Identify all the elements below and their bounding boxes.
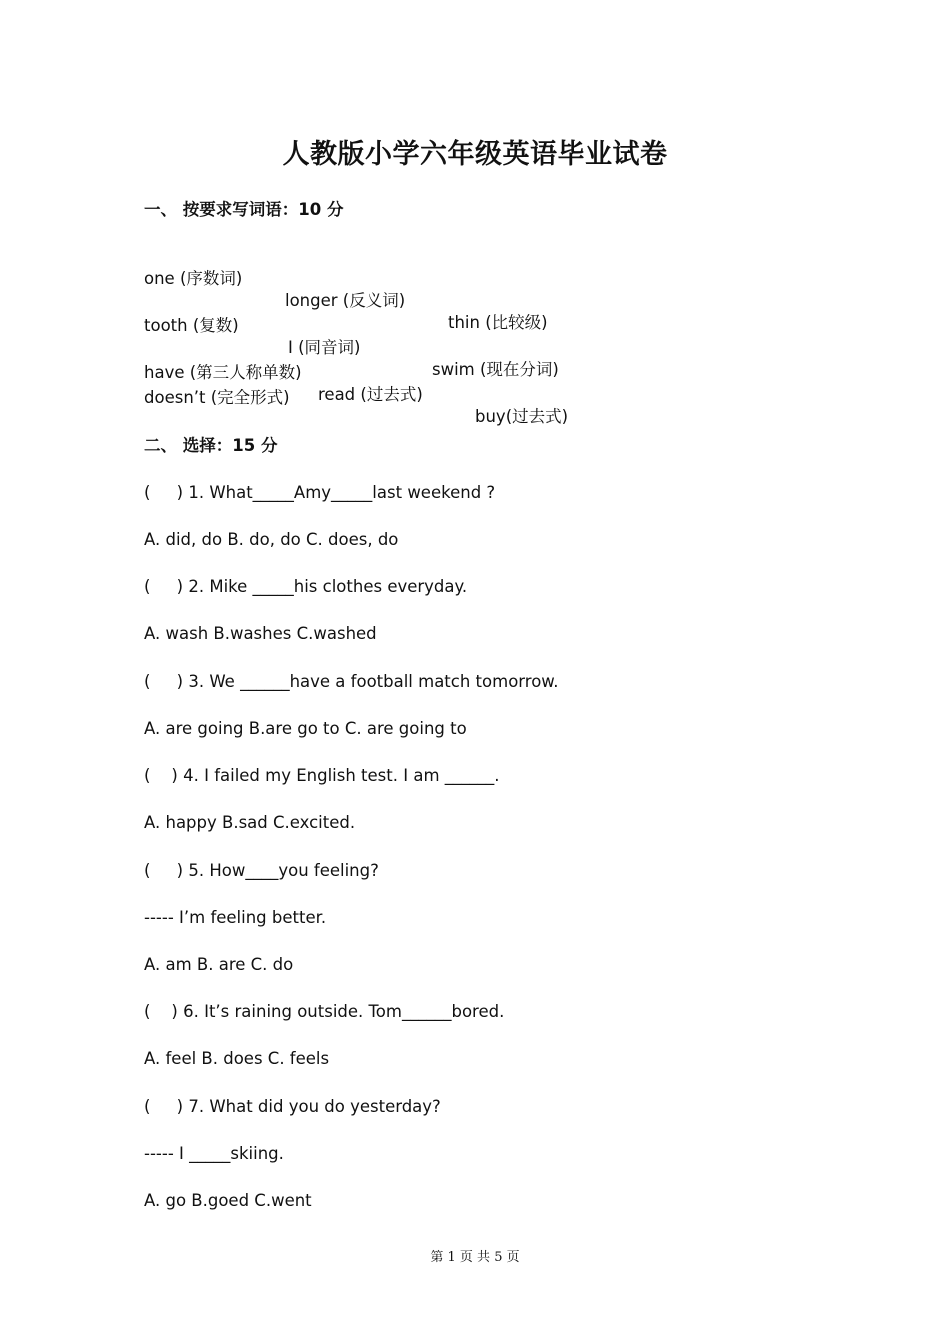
page-footer: 第 1 页 共 5 页	[430, 1250, 520, 1265]
question-line: ( ) 1. What_____Amy_____last weekend ?	[144, 483, 496, 502]
word-item: doesn’t (完全形式)	[144, 388, 290, 407]
answer-line: ----- I’m feeling better.	[144, 908, 327, 927]
question-line: ( ) 7. What did you do yesterday?	[144, 1097, 441, 1116]
options-line: A. are going B.are go to C. are going to	[144, 719, 467, 738]
word-item: tooth (复数)	[144, 316, 239, 335]
question-line: ( ) 3. We ______have a football match tomorrow.	[144, 672, 559, 691]
word-item: have (第三人称单数)	[144, 363, 302, 382]
answer-line: ----- I _____skiing.	[144, 1144, 284, 1163]
section1-heading: 一、 按要求写词语：10 分	[144, 200, 344, 219]
question-line: ( ) 4. I failed my English test. I am ______.	[144, 766, 500, 785]
word-item: read (过去式)	[318, 385, 423, 404]
word-item: thin (比较级)	[448, 313, 548, 332]
question-line: ( ) 5. How____you feeling?	[144, 861, 379, 880]
options-line: A. go B.goed C.went	[144, 1191, 312, 1210]
options-line: A. am B. are C. do	[144, 955, 294, 974]
word-item: one (序数词)	[144, 269, 243, 288]
options-line: A. happy B.sad C.excited.	[144, 813, 356, 832]
question-line: ( ) 2. Mike _____his clothes everyday.	[144, 577, 468, 596]
word-item: buy(过去式)	[475, 407, 569, 426]
options-line: A. did, do B. do, do C. does, do	[144, 530, 399, 549]
word-item: longer (反义词)	[285, 291, 406, 310]
section2-heading: 二、 选择：15 分	[144, 436, 278, 455]
word-item: swim (现在分词)	[432, 360, 559, 379]
word-item: I (同音词)	[288, 338, 361, 357]
options-line: A. feel B. does C. feels	[144, 1049, 330, 1068]
page-title: 人教版小学六年级英语毕业试卷	[282, 139, 668, 170]
options-line: A. wash B.washes C.washed	[144, 624, 377, 643]
question-line: ( ) 6. It’s raining outside. Tom______bored.	[144, 1002, 505, 1021]
